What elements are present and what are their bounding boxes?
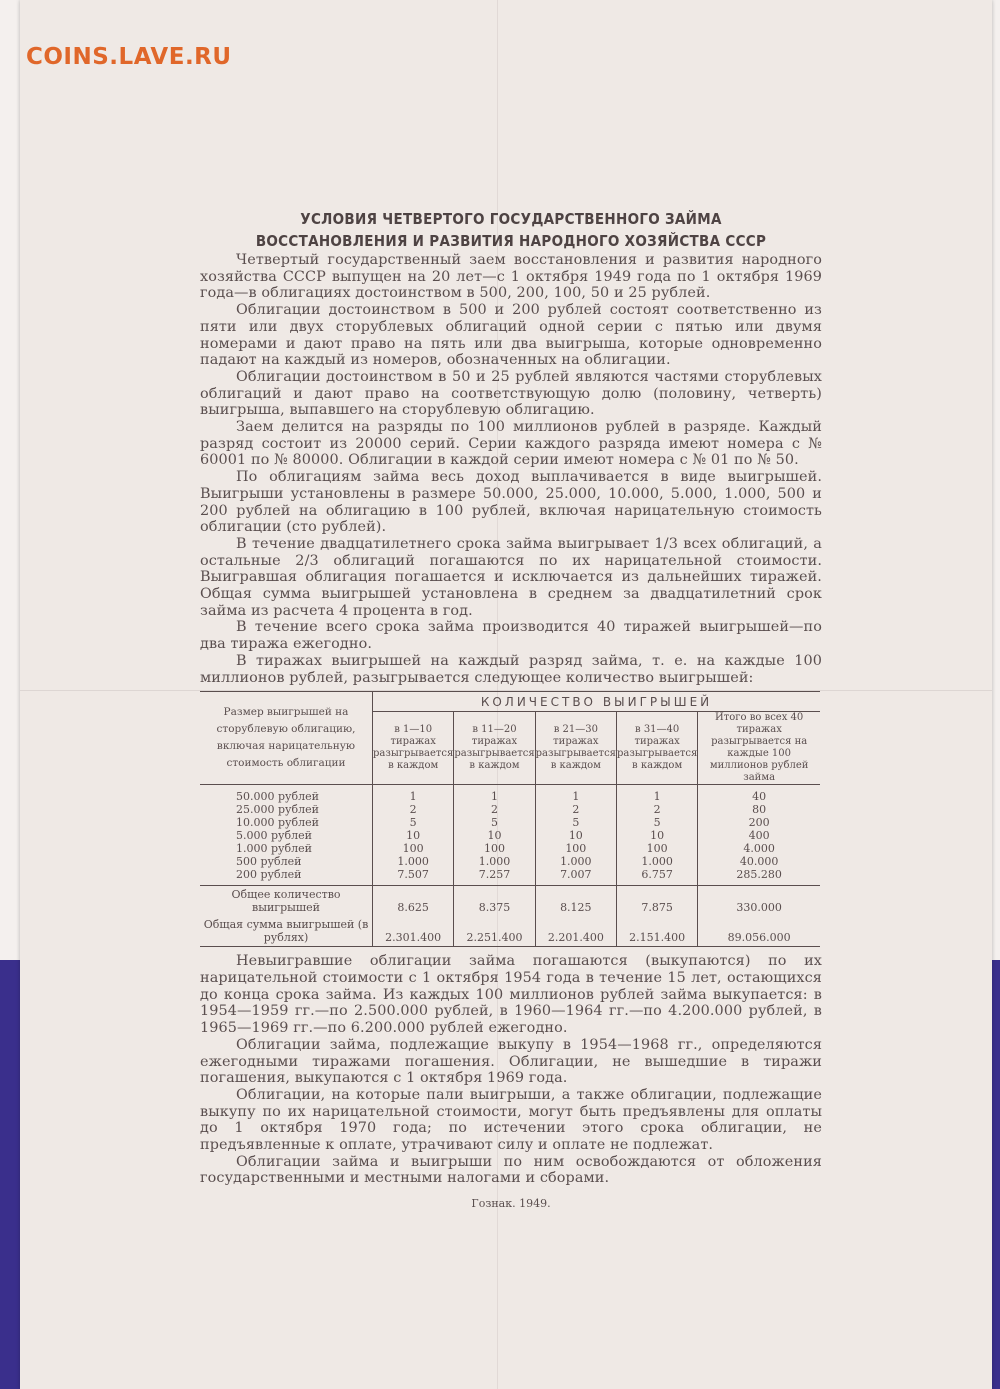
prize-count-cell: 1 <box>454 785 535 804</box>
prize-count-cell: 5 <box>373 816 454 829</box>
prize-size-cell: 500 рублей <box>236 855 302 869</box>
prize-count-cell: 10 <box>535 829 616 842</box>
title-line-1: УСЛОВИЯ ЧЕТВЕРТОГО ГОСУДАРСТВЕННОГО ЗАЙМА <box>300 210 722 228</box>
table-row <box>200 803 820 816</box>
table-header-draws-11-20: в 11—20 тиражах разыгрывается в каждом <box>454 712 535 785</box>
table-header-prize-size: Размер выигрышей на сторублевую облигацию, включая нарицательную стоимость облигации <box>200 692 373 785</box>
total-value-cell: 2.251.400 <box>454 916 535 947</box>
paragraph: Облигации достоинством в 50 и 25 рублей являются частями сторублевых облигаций и дают право на соответствующую долю (половину, четверть) выигрыша, выпавшего на сторублевую облигацию. <box>200 368 822 419</box>
prize-count-cell: 1 <box>616 785 697 804</box>
prize-size-cell: 10.000 рублей <box>236 816 319 830</box>
prize-count-cell: 2 <box>454 803 535 816</box>
table-row <box>200 785 820 804</box>
prize-size-cell: 1.000 рублей <box>236 842 312 856</box>
total-value-cell: 330.000 <box>698 886 820 917</box>
prize-count-cell: 1 <box>535 785 616 804</box>
document-title <box>200 208 822 252</box>
paragraph: Облигации займа и выигрыши по ним освобождаются от обложения государственными и местными налогами и сборами. <box>200 1153 822 1187</box>
total-value-cell: 2.201.400 <box>535 916 616 947</box>
prize-count-cell: 5 <box>535 816 616 829</box>
title-line-2: ВОССТАНОВЛЕНИЯ И РАЗВИТИЯ НАРОДНОГО ХОЗЯЙСТВА СССР <box>255 232 767 250</box>
prize-count-cell: 400 <box>698 829 820 842</box>
paragraph: В течение всего срока займа производится 40 тиражей выигрышей—по два тиража ежегодно. <box>200 619 822 653</box>
prize-count-cell: 2 <box>616 803 697 816</box>
total-value-cell: 89.056.000 <box>698 916 820 947</box>
prize-count-cell: 2 <box>535 803 616 816</box>
prize-count-cell: 40.000 <box>698 855 820 868</box>
prize-size-cell: 5.000 рублей <box>236 829 312 843</box>
prize-count-cell: 5 <box>454 816 535 829</box>
prize-count-cell: 80 <box>698 803 820 816</box>
total-value-cell: 8.375 <box>454 886 535 917</box>
table-row <box>200 868 820 886</box>
prize-count-cell: 285.280 <box>698 868 820 886</box>
prize-count-cell: 100 <box>373 842 454 855</box>
total-label-cell: Общее количество выигрышей <box>231 888 341 915</box>
table-row <box>200 855 820 868</box>
prize-count-cell: 10 <box>373 829 454 842</box>
table-header-draws-1-10: в 1—10 тиражах разыгрывается в каждом <box>373 712 454 785</box>
prize-count-cell: 6.757 <box>616 868 697 886</box>
prize-count-cell: 100 <box>535 842 616 855</box>
prize-count-cell: 10 <box>616 829 697 842</box>
paragraph: В течение двадцатилетнего срока займа выигрывает 1/3 всех облигаций, а остальные 2/3 облигаций погашаются по их нарицательной стоимости. Выигравшая облигация погашается и исключается из дальнейших тиражей. Общая сумма выигрышей установлена в среднем за двадцатилетний срок займа из расчета 4 процента в год. <box>200 535 822 619</box>
prize-count-cell: 1.000 <box>373 855 454 868</box>
prize-count-cell: 100 <box>616 842 697 855</box>
paragraph: Невыигравшие облигации займа погашаются (выкупаются) по их нарицательной стоимости с 1 октября 1954 года в течение 15 лет, остающихся до конца срока займа. Из каждых 100 миллионов рублей займа выкупается: в 1954—1959 гг.—по 2.500.000 рублей, в 1960—1964 гг.—по 4.200.000 рублей, в 1965—1969 гг.—по 6.200.000 рублей ежегодно. <box>200 953 822 1037</box>
prizes-table <box>200 691 820 947</box>
prize-count-cell: 5 <box>616 816 697 829</box>
prize-size-cell: 50.000 рублей <box>236 790 319 804</box>
prize-count-cell: 100 <box>454 842 535 855</box>
table-row <box>200 829 820 842</box>
prize-count-cell: 2 <box>373 803 454 816</box>
table-row <box>200 842 820 855</box>
prize-size-cell: 200 рублей <box>200 868 373 886</box>
table-header-draws-21-30: в 21—30 тиражах разыгрывается в каждом <box>535 712 616 785</box>
prize-count-cell: 7.507 <box>373 868 454 886</box>
table-row <box>200 816 820 829</box>
prize-count-cell: 1.000 <box>535 855 616 868</box>
total-rows <box>200 886 820 947</box>
conditions-text-block <box>200 208 822 1210</box>
printer-imprint: Гознак. 1949. <box>471 1197 551 1211</box>
total-value-cell: 7.875 <box>616 886 697 917</box>
table-total-row <box>200 916 820 947</box>
prize-count-cell: 1.000 <box>454 855 535 868</box>
paragraph: Четвертый государственный заем восстановления и развития народного хозяйства СССР выпущен на 20 лет—с 1 октября 1949 года по 1 октября 1969 года—в облигациях достоинством в 500, 200, 100, 50 и 25 рублей. <box>200 252 822 302</box>
prize-rows <box>200 785 820 886</box>
paragraph: В тиражах выигрышей на каждый разряд займа, т. е. на каждые 100 миллионов рублей, разыгрывается следующее количество выигрышей: <box>200 652 822 686</box>
table-header-draws-31-40: в 31—40 тиражах разыгрывается в каждом <box>616 712 697 785</box>
table-total-row <box>200 886 820 917</box>
total-value-cell: 8.625 <box>373 886 454 917</box>
prize-count-cell: 10 <box>454 829 535 842</box>
prize-size-cell: 25.000 рублей <box>236 803 319 817</box>
prize-count-cell: 1 <box>373 785 454 804</box>
watermark-text: COINS.LAVE.RU <box>26 44 232 70</box>
paragraph: Заем делится на разряды по 100 миллионов рублей в разряде. Каждый разряд состоит из 20000 серий. Серии каждого разряда имеют номера с № 60001 по № 80000. Облигации в каждой серии имеют номера с № 01 по № 50. <box>200 419 822 469</box>
paragraph: Облигации достоинством в 500 и 200 рублей состоят соответственно из пяти или двух сторублевых облигаций одной серии с пятью или двумя номерами и дают право на пять или два выигрыша, которые одновременно падают на каждый из номеров, обозначенных на облигации. <box>200 302 822 369</box>
total-label-cell: Общая сумма выигрышей (в рублях) <box>200 916 373 947</box>
prize-count-cell: 1.000 <box>616 855 697 868</box>
prize-count-cell: 7.007 <box>535 868 616 886</box>
paragraph: По облигациям займа весь доход выплачивается в виде выигрышей. Выигрыши установлены в размере 50.000, 25.000, 10.000, 5.000, 1.000, 500 и 200 рублей на облигацию в 100 рублей, включая нарицательную стоимость облигации (сто рублей). <box>200 469 822 536</box>
total-value-cell: 2.301.400 <box>373 916 454 947</box>
paragraph: Облигации займа, подлежащие выкупу в 1954—1968 гг., определяются ежегодными тиражами погашения. Облигации, не вышедшие в тиражи погашения, выкупаются с 1 октября 1969 года. <box>200 1036 822 1087</box>
prize-count-cell: 4.000 <box>698 842 820 855</box>
table-group-header: КОЛИЧЕСТВО ВЫИГРЫШЕЙ <box>373 692 821 712</box>
total-value-cell: 8.125 <box>535 886 616 917</box>
prize-count-cell: 40 <box>698 785 820 804</box>
table-header-total-40-draws: Итого во всех 40 тиражах разыгрывается на каждые 100 миллионов рублей займа <box>698 712 820 785</box>
prize-count-cell: 7.257 <box>454 868 535 886</box>
paragraph: Облигации, на которые пали выигрыши, а также облигации, подлежащие выкупу по их нарицательной стоимости, могут быть предъявлены для оплаты до 1 октября 1970 года; по истечении этого срока облигации, не предъявленные к оплате, утрачивают силу и оплате не подлежат. <box>200 1086 822 1154</box>
prize-count-cell: 200 <box>698 816 820 829</box>
total-value-cell: 2.151.400 <box>616 916 697 947</box>
